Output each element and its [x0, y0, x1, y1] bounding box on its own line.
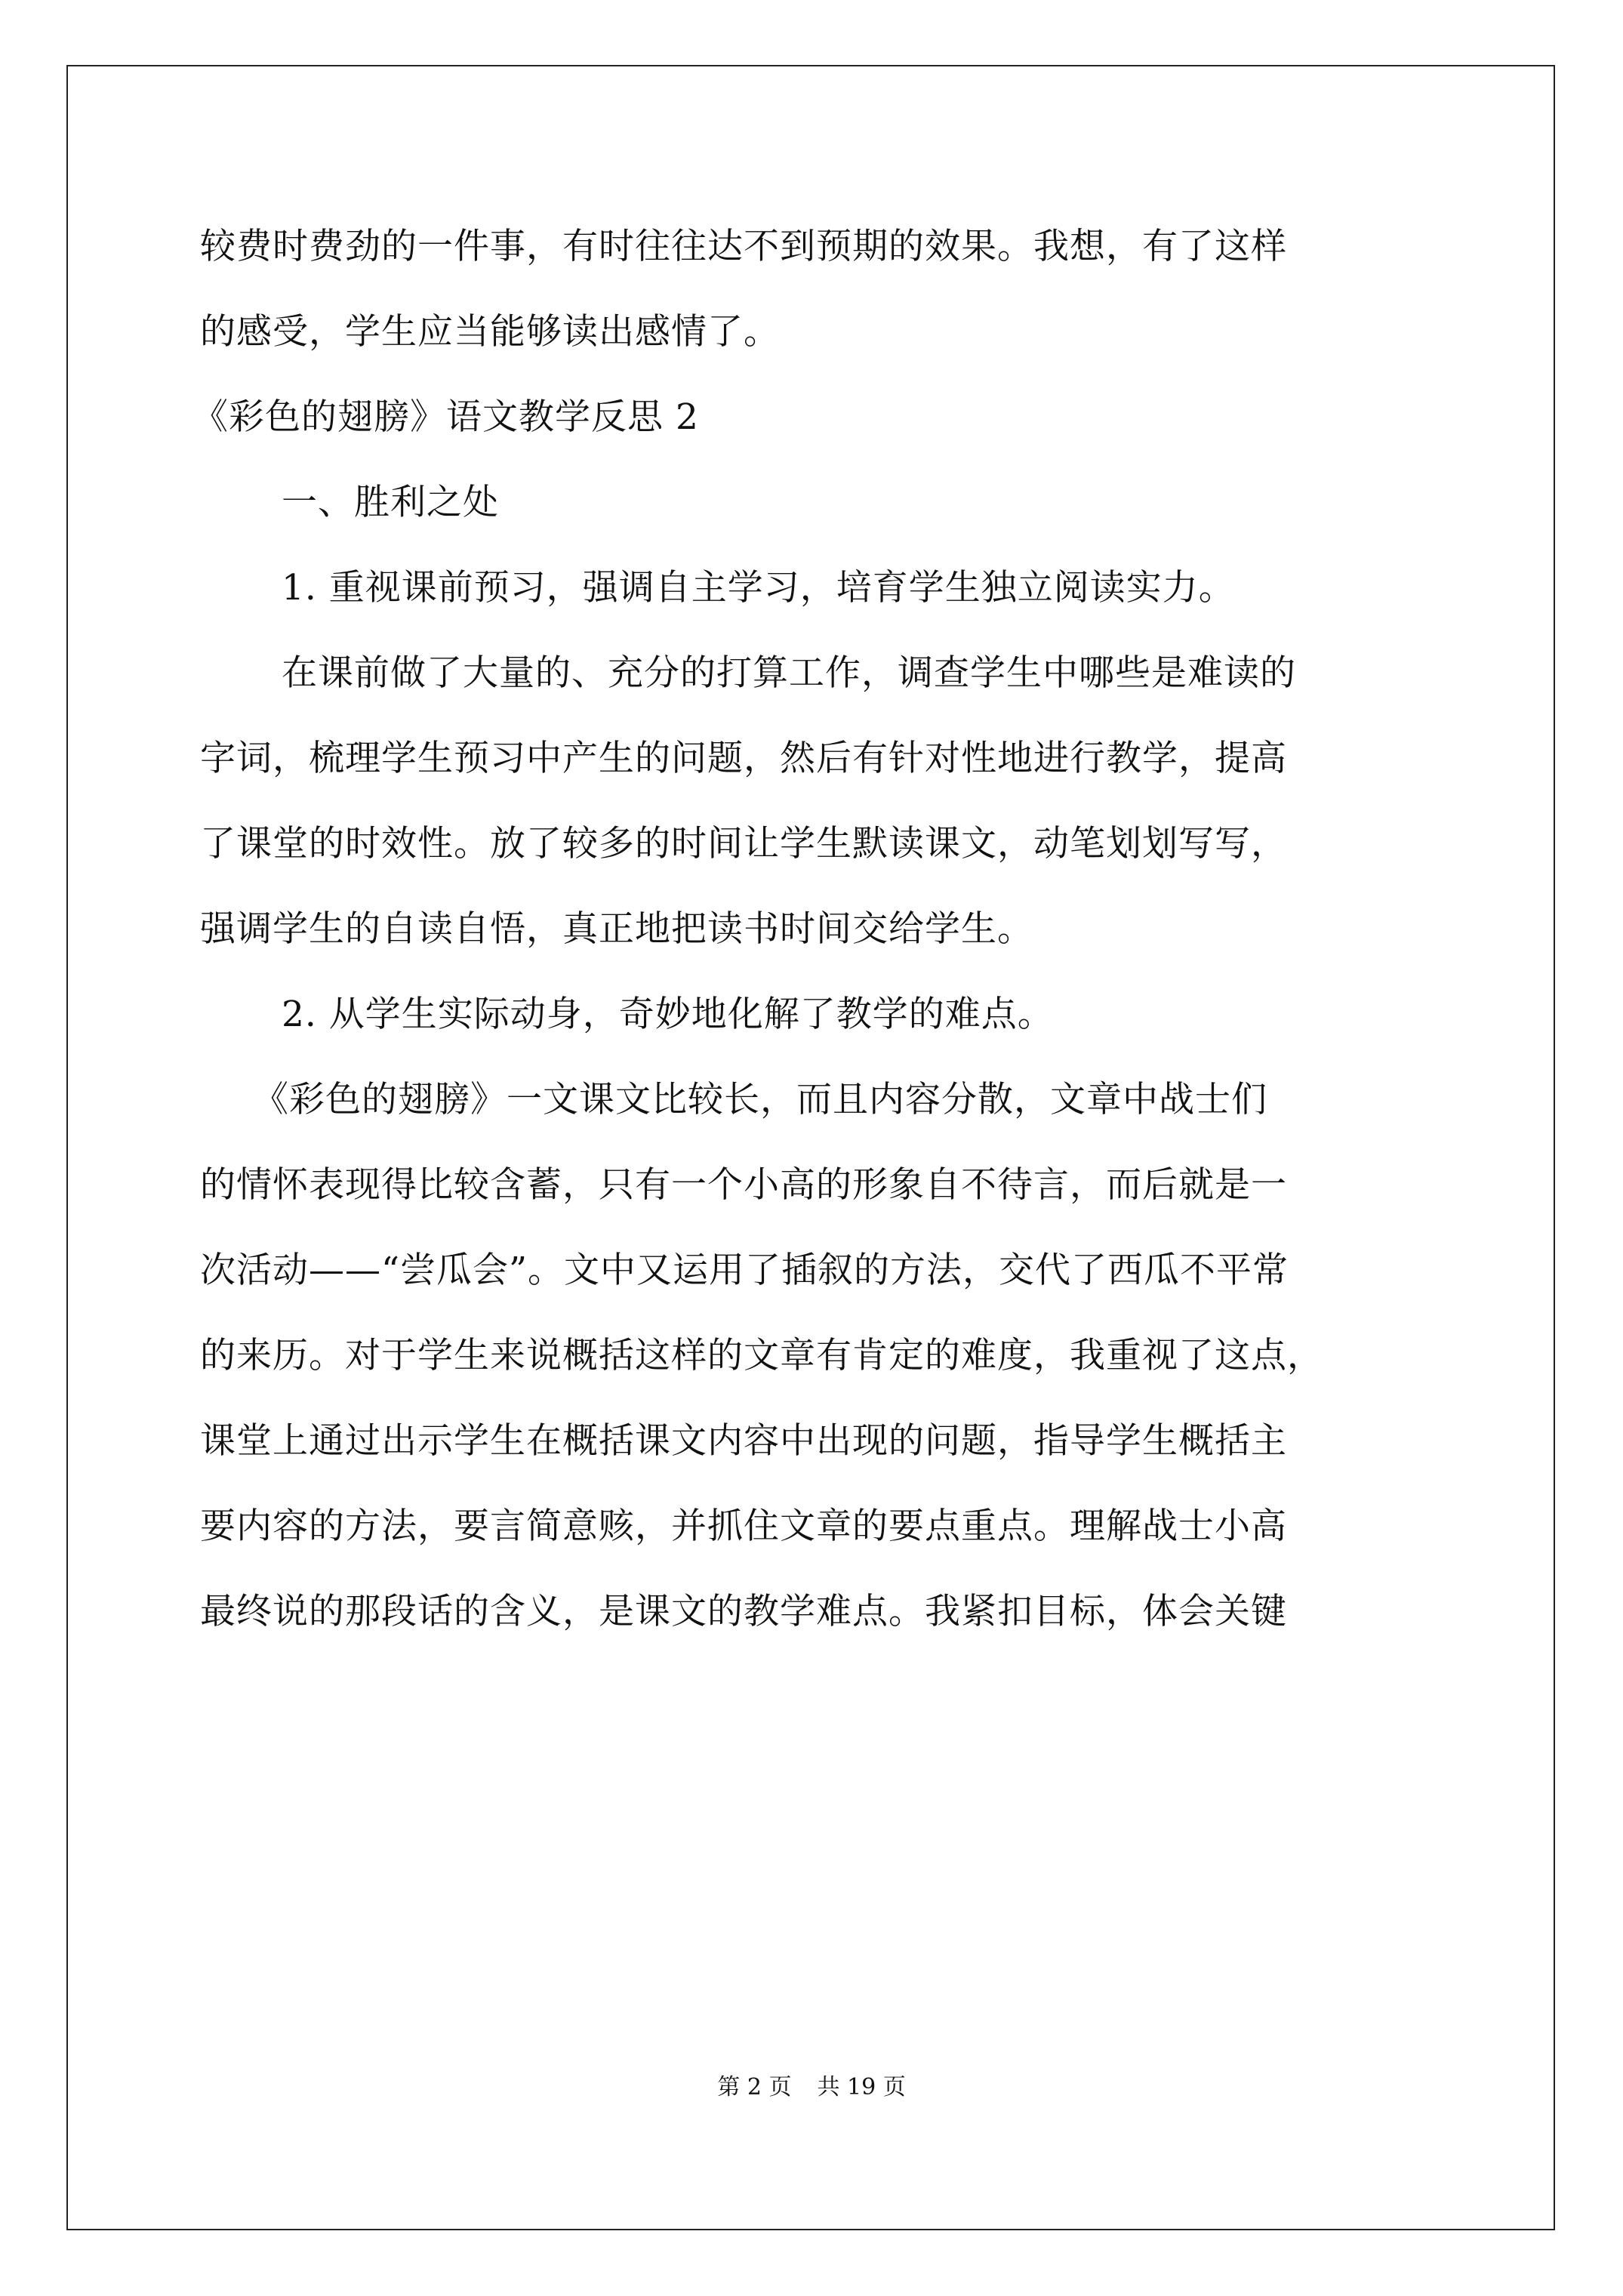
- list-item-heading: 1. 重视课前预习，强调自主学习，培育学生独立阅读实力。: [282, 567, 1235, 609]
- subheading: 一、胜利之处: [282, 482, 499, 523]
- paragraph-line: 课堂上通过出示学生在概括课文内容中出现的问题，指导学生概括主: [200, 1420, 1287, 1462]
- paragraph-line: 最终说的那段话的含义，是课文的教学难点。我紧扣目标，体会关键: [200, 1591, 1287, 1632]
- page-border: [66, 65, 1555, 2230]
- paragraph-line: 在课前做了大量的、充分的打算工作，调查学生中哪些是难读的: [282, 652, 1296, 694]
- paragraph-line: 的来历。对于学生来说概括这样的文章有肯定的难度，我重视了这点，: [200, 1335, 1323, 1376]
- page-number: 第 2 页: [717, 2074, 792, 2100]
- paragraph-line: 了课堂的时效性。放了较多的时间让学生默读课文，动笔划划写写，: [200, 823, 1287, 864]
- paragraph-line: 强调学生的自读自悟，真正地把读书时间交给学生。: [200, 908, 1033, 950]
- page-total: 共 19 页: [817, 2074, 906, 2100]
- section-heading: 《彩色的翅膀》语文教学反思 2: [192, 396, 699, 438]
- paragraph-line: 要内容的方法，要言简意赅，并抓住文章的要点重点。理解战士小高: [200, 1505, 1287, 1547]
- page-footer: [0, 2073, 1623, 2103]
- paragraph-line: 的感受，学生应当能够读出感情了。: [200, 311, 780, 353]
- paragraph-line: 的情怀表现得比较含蓄，只有一个小高的形象自不待言，而后就是一: [200, 1164, 1287, 1206]
- list-item-heading: 2. 从学生实际动身，奇妙地化解了教学的难点。: [282, 994, 1054, 1035]
- paragraph-line: 次活动——“尝瓜会”。文中又运用了插叙的方法，交代了西瓜不平常: [200, 1250, 1289, 1291]
- paragraph-line: 较费时费劲的一件事，有时往往达不到预期的效果。我想，有了这样: [200, 226, 1287, 267]
- paragraph-line: 字词，梳理学生预习中产生的问题，然后有针对性地进行教学，提高: [200, 738, 1287, 779]
- paragraph-line: 《彩色的翅膀》一文课文比较长，而且内容分散，文章中战士们: [253, 1079, 1267, 1120]
